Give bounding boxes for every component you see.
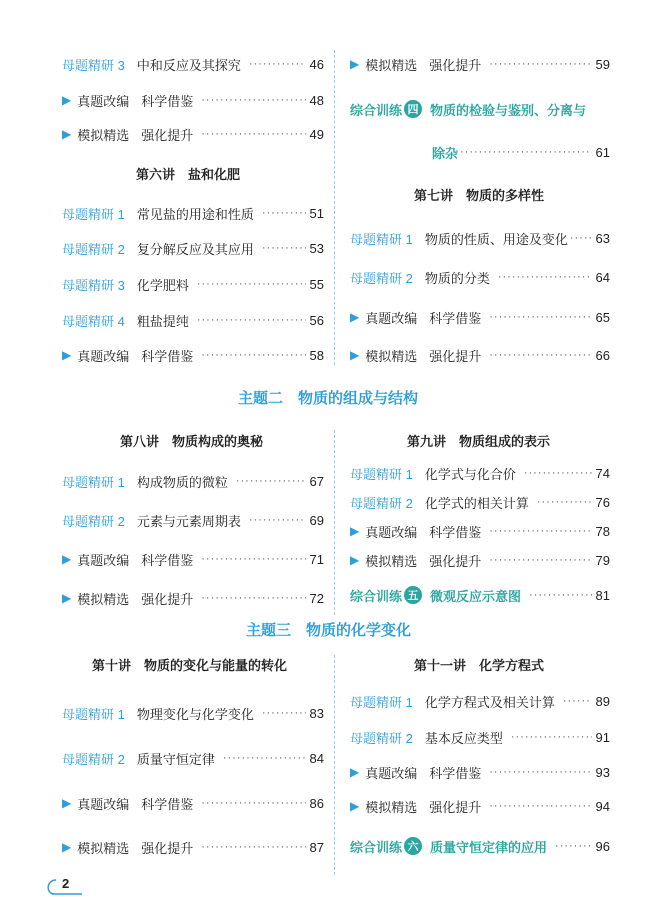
leader-dots	[197, 278, 306, 290]
entry-label: 母题精研 1	[350, 694, 413, 710]
entry-page: 49	[309, 126, 324, 142]
entry-page: 51	[309, 205, 324, 221]
entry-label: 模拟精选	[365, 553, 418, 569]
combo-number-badge: 四	[404, 100, 422, 118]
triangle-icon: ▶	[350, 799, 360, 813]
leader-dots	[489, 349, 591, 361]
entry-label: 母题精研 1	[350, 231, 413, 247]
entry-label: 母题精研 2	[62, 241, 125, 257]
triangle-icon: ▶	[62, 796, 72, 810]
entry-title: 化学肥料	[136, 277, 189, 293]
lecture-heading: 第十讲 物质的变化与能量的转化	[92, 658, 288, 673]
triangle-icon: ▶	[62, 127, 72, 141]
entry-label: 真题改编	[365, 765, 418, 781]
entry-title: 强化提升	[429, 553, 482, 569]
entry-page: 86	[309, 795, 324, 811]
entry-page: 64	[595, 269, 610, 285]
entry-page: 59	[595, 56, 610, 72]
toc-entry[interactable]	[62, 510, 324, 530]
leader-dots	[262, 707, 306, 719]
entry-title: 强化提升	[429, 348, 482, 364]
entry-page: 93	[595, 764, 610, 780]
entry-label: 母题精研 1	[62, 474, 125, 490]
triangle-icon: ▶	[350, 57, 360, 71]
entry-label: 模拟精选	[365, 57, 418, 73]
combo-training-entry[interactable]	[350, 99, 610, 119]
leader-dots	[498, 271, 592, 283]
leader-dots	[262, 207, 306, 219]
page-number	[44, 876, 84, 896]
entry-label: 母题精研 1	[62, 706, 125, 722]
toc-entry[interactable]	[350, 228, 610, 248]
column-divider	[334, 655, 335, 875]
combo-number-badge: 五	[404, 586, 422, 604]
entry-page: 74	[595, 465, 610, 481]
entry-page: 89	[595, 693, 610, 709]
page-number-text: 2	[62, 876, 70, 891]
lecture-heading: 第十一讲 化学方程式	[414, 658, 545, 673]
toc-entry[interactable]	[62, 274, 324, 294]
leader-dots	[524, 467, 592, 479]
entry-page: 65	[595, 309, 610, 325]
entry-label: 母题精研 2	[350, 270, 413, 286]
leader-dots	[201, 128, 305, 140]
toc-entry[interactable]	[62, 310, 324, 330]
toc-entry[interactable]	[350, 727, 610, 747]
entry-title: 物理变化与化学变化	[136, 706, 254, 722]
entry-title: 科学借鉴	[429, 310, 482, 326]
toc-entry[interactable]	[62, 703, 324, 723]
entry-title: 常见盐的用途和性质	[136, 206, 254, 222]
entry-label: 母题精研 2	[62, 513, 125, 529]
entry-page: 66	[595, 347, 610, 363]
leader-dots	[236, 475, 306, 487]
entry-title: 科学借鉴	[141, 348, 194, 364]
triangle-icon: ▶	[62, 840, 72, 854]
entry-page: 83	[309, 705, 324, 721]
entry-page: 61	[595, 144, 610, 160]
entry-label: 模拟精选	[77, 840, 130, 856]
combo-title: 物质的检验与鉴别、分离与	[430, 102, 587, 118]
triangle-icon: ▶	[350, 524, 360, 538]
leader-dots	[489, 525, 591, 537]
entry-label: 母题精研 3	[62, 57, 125, 73]
leader-dots	[201, 592, 305, 604]
toc-entry[interactable]	[350, 550, 610, 570]
lecture-heading: 第八讲 物质构成的奥秘	[120, 434, 264, 449]
leader-dots	[223, 752, 306, 764]
entry-title: 中和反应及其探究	[136, 57, 241, 73]
entry-label: 模拟精选	[77, 127, 130, 143]
toc-entry[interactable]	[62, 54, 324, 74]
leader-dots	[201, 553, 305, 565]
entry-page: 69	[309, 512, 324, 528]
combo-title-continued: 除杂	[432, 145, 459, 161]
lecture-heading: 第九讲 物质组成的表示	[407, 434, 551, 449]
entry-title: 强化提升	[429, 799, 482, 815]
toc-entry[interactable]	[62, 238, 324, 258]
theme-heading: 主题二 物质的组成与结构	[238, 390, 419, 407]
entry-page: 91	[595, 729, 610, 745]
toc-entry[interactable]	[350, 521, 610, 541]
entry-label: 真题改编	[77, 93, 130, 109]
entry-label: 母题精研 1	[350, 466, 413, 482]
leader-dots	[460, 146, 592, 158]
entry-page: 67	[309, 473, 324, 489]
entry-label: 母题精研 3	[62, 277, 125, 293]
leader-dots	[489, 800, 591, 812]
toc-entry[interactable]	[350, 762, 610, 782]
leader-dots	[197, 314, 306, 326]
combo-label: 综合训练	[350, 588, 403, 604]
combo-training-entry[interactable]	[350, 836, 610, 856]
combo-label: 综合训练	[350, 102, 403, 118]
leader-dots	[489, 58, 591, 70]
toc-entry[interactable]	[350, 54, 610, 74]
entry-label: 母题精研 2	[350, 730, 413, 746]
leader-dots	[262, 242, 306, 254]
entry-label: 模拟精选	[77, 591, 130, 607]
triangle-icon: ▶	[62, 591, 72, 605]
entry-page: 94	[595, 798, 610, 814]
combo-title: 微观反应示意图	[430, 588, 522, 604]
toc-entry[interactable]	[350, 345, 610, 365]
entry-label: 母题精研 2	[62, 751, 125, 767]
triangle-icon: ▶	[350, 553, 360, 567]
triangle-icon: ▶	[62, 93, 72, 107]
combo-training-entry[interactable]	[350, 585, 610, 605]
entry-title: 质量守恒定律	[136, 751, 215, 767]
toc-entry[interactable]	[62, 588, 324, 608]
entry-title: 科学借鉴	[429, 524, 482, 540]
entry-page: 56	[309, 312, 324, 328]
entry-title: 科学借鉴	[141, 93, 194, 109]
entry-label: 模拟精选	[365, 348, 418, 364]
entry-title: 化学方程式及相关计算	[424, 694, 555, 710]
leader-dots	[489, 554, 591, 566]
entry-title: 物质的性质、用途及变化	[424, 231, 568, 247]
leader-dots	[529, 589, 592, 601]
theme-heading: 主题三 物质的化学变化	[246, 622, 412, 639]
entry-title: 基本反应类型	[424, 730, 503, 746]
toc-entry[interactable]	[62, 793, 324, 813]
toc-entry[interactable]	[62, 203, 324, 223]
entry-title: 强化提升	[429, 57, 482, 73]
column-divider	[334, 430, 335, 615]
entry-page: 46	[309, 56, 324, 72]
entry-page: 79	[595, 552, 610, 568]
entry-page: 78	[595, 523, 610, 539]
column-divider	[334, 50, 335, 365]
toc-entry[interactable]	[432, 142, 610, 162]
leader-dots	[537, 496, 592, 508]
entry-title: 强化提升	[141, 127, 194, 143]
triangle-icon: ▶	[62, 552, 72, 566]
leader-dots	[511, 731, 592, 743]
entry-label: 母题精研 2	[350, 495, 413, 511]
entry-page: 53	[309, 240, 324, 256]
entry-page: 63	[595, 230, 610, 246]
leader-dots	[489, 766, 591, 778]
entry-page: 48	[309, 92, 324, 108]
lecture-heading: 第七讲 物质的多样性	[414, 188, 545, 203]
entry-title: 强化提升	[141, 591, 194, 607]
toc-entry[interactable]	[62, 549, 324, 569]
toc-entry[interactable]	[62, 837, 324, 857]
entry-label: 真题改编	[365, 310, 418, 326]
leader-dots	[201, 349, 305, 361]
toc-entry[interactable]	[62, 345, 324, 365]
entry-label: 真题改编	[77, 348, 130, 364]
toc-entry[interactable]	[62, 90, 324, 110]
entry-page: 96	[595, 838, 610, 854]
leader-dots	[201, 797, 305, 809]
entry-label: 母题精研 4	[62, 313, 125, 329]
toc-entry[interactable]	[350, 492, 610, 512]
lecture-heading: 第六讲 盐和化肥	[136, 167, 241, 182]
triangle-icon: ▶	[350, 310, 360, 324]
leader-dots	[563, 695, 592, 707]
entry-page: 71	[309, 551, 324, 567]
leader-dots	[555, 840, 592, 852]
triangle-icon: ▶	[62, 348, 72, 362]
entry-title: 强化提升	[141, 840, 194, 856]
entry-title: 复分解反应及其应用	[136, 241, 254, 257]
toc-entry[interactable]	[62, 471, 324, 491]
toc-entry[interactable]	[350, 267, 610, 287]
toc-entry[interactable]	[62, 748, 324, 768]
entry-label: 模拟精选	[365, 799, 418, 815]
entry-label: 真题改编	[77, 552, 130, 568]
combo-label: 综合训练	[350, 839, 403, 855]
entry-page: 87	[309, 839, 324, 855]
toc-entry[interactable]	[350, 463, 610, 483]
entry-title: 化学式与化合价	[424, 466, 516, 482]
combo-number-badge: 六	[404, 837, 422, 855]
entry-title: 化学式的相关计算	[424, 495, 529, 511]
leader-dots	[201, 841, 305, 853]
combo-title: 质量守恒定律的应用	[430, 839, 548, 855]
toc-entry[interactable]	[350, 796, 610, 816]
entry-title: 物质的分类	[424, 270, 490, 286]
entry-title: 构成物质的微粒	[136, 474, 228, 490]
triangle-icon: ▶	[350, 765, 360, 779]
entry-page: 84	[309, 750, 324, 766]
leader-dots	[249, 58, 306, 70]
entry-title: 元素与元素周期表	[136, 513, 241, 529]
entry-label: 母题精研 1	[62, 206, 125, 222]
entry-title: 科学借鉴	[141, 796, 194, 812]
toc-entry[interactable]	[350, 307, 610, 327]
entry-page: 72	[309, 590, 324, 606]
entry-page: 55	[309, 276, 324, 292]
entry-title: 科学借鉴	[429, 765, 482, 781]
entry-label: 真题改编	[365, 524, 418, 540]
triangle-icon: ▶	[350, 348, 360, 362]
entry-page: 81	[595, 587, 610, 603]
leader-dots	[570, 232, 592, 244]
entry-title: 粗盐提纯	[136, 313, 189, 329]
leader-dots	[489, 311, 591, 323]
leader-dots	[249, 514, 306, 526]
leader-dots	[201, 94, 305, 106]
toc-entry[interactable]	[62, 124, 324, 144]
entry-label: 真题改编	[77, 796, 130, 812]
entry-page: 58	[309, 347, 324, 363]
entry-title: 科学借鉴	[141, 552, 194, 568]
entry-page: 76	[595, 494, 610, 510]
toc-entry[interactable]	[350, 691, 610, 711]
